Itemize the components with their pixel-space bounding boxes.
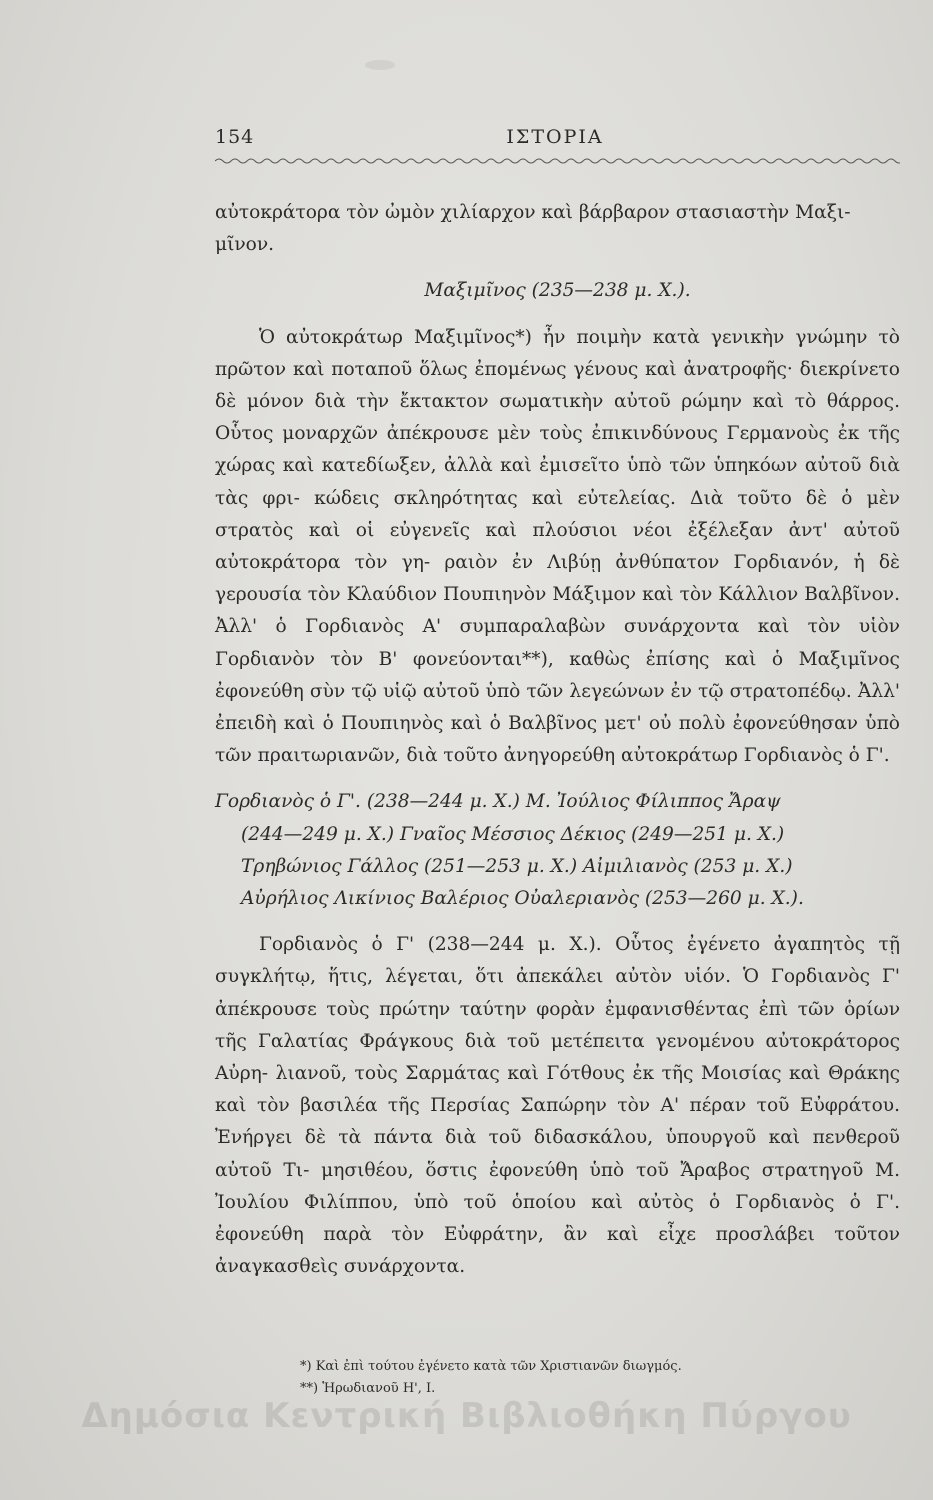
line: μῖνον. bbox=[215, 234, 275, 256]
running-title: ΙΣΤΟΡΙΑ bbox=[506, 126, 604, 148]
footnote-2: **) Ἡρωδιανοῦ Η', Ι. bbox=[300, 1381, 436, 1396]
chronology-line: Τρηβώνιος Γάλλος (251—253 μ. Χ.) Αἰμιλιανὸς (253 μ. Χ.) bbox=[241, 855, 793, 877]
chronology-line: Αὐρήλιος Λικίνιος Βαλέριος Οὐαλεριανὸς (253—260 μ. Χ.). bbox=[241, 888, 804, 910]
chronology-line: Γορδιανὸς ὁ Γ'. (238—244 μ. Χ.) Μ. Ἰούλιος Φίλιππος Ἄραψ bbox=[215, 791, 781, 813]
footnotes bbox=[300, 1356, 900, 1400]
paragraph-2: Ὁ αὐτοκράτωρ Μαξιμῖνος*) ἦν ποιμὴν κατὰ γενικὴν γνώμην τὸ πρῶτον καὶ ποταποῦ ὅλως ἐπομένως γένους καὶ ἀνατροφῆς· διεκρίνετο δὲ μόνον διὰ τὴν ἔκτακτον σωματικὴν αὐτοῦ ρώμην καὶ τὸ θάρρος. Οὗτος μοναρχῶν ἀπέκρουσε μὲν τοὺς ἐπικινδύνους Γερμανοὺς ἐκ τῆς χώρας καὶ κατεδίωξεν, ἀλλὰ καὶ ἐμισεῖτο ὑπὸ τῶν ὑπηκόων αὐτοῦ διὰ τὰς φρι- κώδεις σκληρότητας καὶ εὐτελείας. Διὰ τοῦτο δὲ ὁ μὲν στρατὸς καὶ οἱ εὐγενεῖς καὶ πλούσιοι νέοι ἐξέλεξαν ἀντ' αὐτοῦ αὐτοκράτορα τὸν γη- ραιὸν ἐν Λιβύῃ ἀνθύπατον Γορδιανόν, ἡ δὲ γερουσία τὸν Κλαύδιον Πουπιηνὸν Μάξιμον καὶ τὸν Κάλλιον Βαλβῖνον. Ἀλλ' ὁ Γορδιανὸς Α' συμπαραλαβὼν συνάρχοντα καὶ τὸν υἱὸν Γορδιανὸν τὸν Β' φονεύονται**), καθὼς ἐπίσης καὶ ὁ Μαξιμῖνος ἐφονεύθη σὺν τῷ υἱῷ αὐτοῦ ὑπὸ τῶν λεγεώνων ἐν τῷ στρατοπέδῳ. Ἀλλ' ἐπειδὴ καὶ ὁ Πουπιηνὸς καὶ ὁ Βαλβῖνος μετ' οὐ πολὺ ἐφονεύθησαν ὑπὸ τῶν πραιτωριανῶν, διὰ τοῦτο ἀνηγορεύθη αὐτοκράτωρ Γορδιανὸς ὁ Γ'. bbox=[215, 326, 900, 767]
body-text bbox=[215, 197, 900, 1284]
library-watermark: Δημόσια Κεντρική Βιβλιοθήκη Πύργου bbox=[81, 1396, 852, 1436]
wavy-rule bbox=[215, 156, 900, 166]
footnote-1: *) Καὶ ἐπὶ τούτου ἐγένετο κατὰ τῶν Χριστιανῶν διωγμός. bbox=[300, 1359, 682, 1374]
chronology-list bbox=[215, 786, 900, 915]
paper-stain bbox=[365, 60, 395, 70]
page-header bbox=[215, 126, 895, 156]
paragraph-3: Γορδιανὸς ὁ Γ' (238—244 μ. Χ.). Οὗτος ἐγένετο ἀγαπητὸς τῇ συγκλήτῳ, ἥτις, λέγεται, ὅτι ἀπεκάλει αὐτὸν υἱόν. Ὁ Γορδιανὸς Γ' ἀπέκρουσε τοὺς πρώτην ταύτην φορὰν ἐμφανισθέντας ἐπὶ τῶν ὁρίων τῆς Γαλατίας Φράγκους διὰ τοῦ μετέπειτα γενομένου αὐτοκράτορος Αὐρη- λιανοῦ, τοὺς Σαρμάτας καὶ Γότθους ἐκ τῆς Μοισίας καὶ Θράκης καὶ τὸν βασιλέα τῆς Περσίας Σαπώρην τὸν Α' πέραν τοῦ Εὐφράτου. Ἐνήργει δὲ τὰ πάντα διὰ τοῦ διδασκάλου, ὑπουργοῦ καὶ πενθεροῦ αὐτοῦ Τι- μησιθέου, ὅστις ἐφονεύθη ὑπὸ τοῦ Ἄραβος στρατηγοῦ Μ. Ἰουλίου Φιλίππου, ὑπὸ τοῦ ὁποίου καὶ αὐτὸς ὁ Γορδιανὸς ὁ Γ'. ἐφονεύθη παρὰ τὸν Εὐφράτην, ἂν καὶ εἶχε προσλάβει τοῦτον ἀναγκασθεὶς συνάρχοντα. bbox=[215, 934, 901, 1278]
paragraph-1 bbox=[215, 197, 900, 261]
section-title: Μαξιμῖνος (235—238 μ. Χ.). bbox=[424, 280, 691, 302]
chronology-line: (244—249 μ. Χ.) Γναῖος Μέσσιος Δέκιος (249—251 μ. Χ.) bbox=[241, 823, 785, 845]
line: αὐτοκράτορα τὸν ὠμὸν χιλίαρχον καὶ βάρβαρον στασιαστὴν Μαξι- bbox=[215, 202, 851, 223]
page-number: 154 bbox=[215, 126, 255, 148]
